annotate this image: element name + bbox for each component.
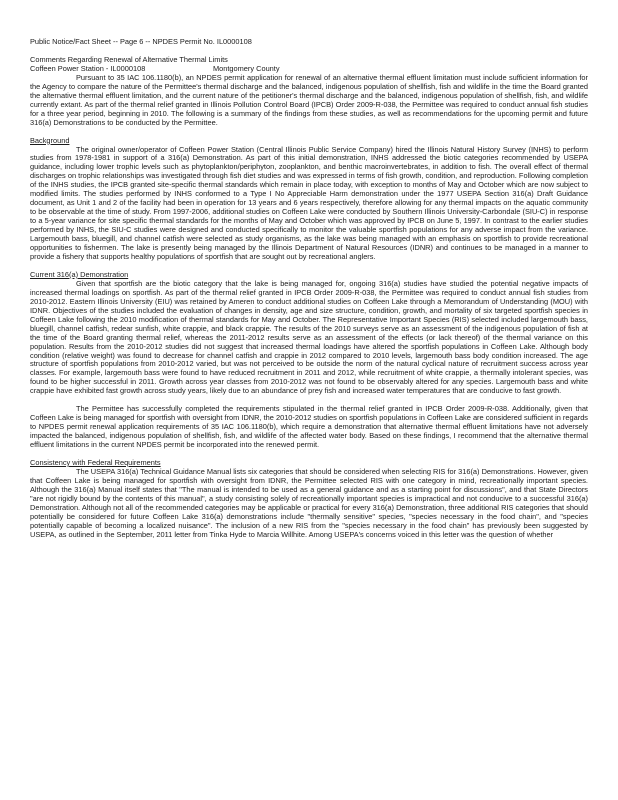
recommendation-paragraph: The Permittee has successfully completed the requirements stipulated in the thermal relief granted in IPCB Order 2009-R-038. Additionally, given that Coffeen Lake is being managed for sportfish with oversight from IDNR, the 2010-2012 studies on sportfish populations in Coffeen Lake are considered sufficient in regards to NPDES permit renewal application requirements of 35 IAC 106.1180(b), which require a demonstration that alternative thermal effluent limitations have not adversely impacted the balanced, indigenous population of shellfish, fish, and wildlife of the affected water body. Based on these findings, I recommend that the alternative thermal effluent limitations in the current NPDES permit be incorporated into the renewed permit. (30, 404, 588, 450)
federal-consistency-heading: Consistency with Federal Requirements (30, 458, 161, 468)
federal-consistency-paragraph: The USEPA 316(a) Technical Guidance Manual lists six categories that should be considered when selecting RIS for 316(a) Demonstrations. However, given that Coffeen Lake is being managed for sportfish with oversight from IDNR, the Permittee selected RIS with one category in mind, recreationally important species. Although the 316(a) Manual itself states that "The manual is intended to be used as a general guidance and as a starting point for discussions", and that State Directors "are not rigidly bound by the contents of this manual", a study consisting solely of recreationally important species is impractical and not conducive to a successful 316(a) Demonstration. Although not all of the recommended categories may be applicable or practical for every 316(a) Demonstration, three additional RIS categories that should potentially be considered for future Coffeen Lake 316(a) demonstrations include "thermally sensitive" species, "species necessary in the food chain", and "species potentially capable of becoming a localized nuisance". The inclusion of a new RIS from the "species necessary in the food chain" has previously been suggested by USEPA, as outlined in the September, 2011 letter from Tinka Hyde to Marcia Willhite. Among USEPA's concerns voiced in this letter was the question of whether (30, 466, 588, 539)
facility-name: Coffeen Power Station - IL0000108 (30, 63, 146, 73)
current-demonstration-paragraph: Given that sportfish are the biotic category that the lake is being managed for, ongoing 316(a) studies have studied the potential negative impacts of increased thermal loadings on sportfish. As part of the thermal relief granted in IPCB Order 2009-R-038, the Permittee was required to conduct annual fish studies from 2010-2012. Eastern Illinois University (EIU) was retained by Ameren to conduct additional studies on Coffeen Lake through a Memorandum of Understanding (MOU) with IDNR. Objectives of the studies included the evaluation of changes in density, age and size structure, condition, growth, and mortality of six targeted sportfish species in Coffeen Lake following the 2010 modification of thermal standards for May and October. The Representative Important Species (RIS) selected included largemouth bass, bluegill, channel catfish, redear sunfish, white crappie, and black crappie. The results of the 2010 surveys serve as an assessment of the indigenous population of fish at the time of the Board granting thermal relief, whereas the 2011-2012 results serve as an assessment of the effects (or lack thereof) of the thermal variance on this population. Results from the 2010-2012 studies did not suggest that increased thermal loadings have altered the sportfish populations in Coffeen Lake. Although body condition (relative weight) was found to decrease for channel catfish and crappie in 2012 compared to 2010 levels, largemouth bass body condition increased. The age structure of sportfish populations from 2010-2012 varied, but was not perceived to be outside the norm of the natural cyclical nature of recruitment success across year classes. For example, largemouth bass were found to have reduced recruitment in 2011 and 2012, while recruitment of white crappie, a thermally intolerant species, was found to be higher successful in 2011. Growth across year classes from 2010-2012 was not found to be observably altered for any species. Largemouth bass and white crappie have exhibited fast growth across study years, likely due to an abundance of prey fish and increased water temperatures that are conducive to fast growth. (30, 278, 588, 396)
background-paragraph: The original owner/operator of Coffeen Power Station (Central Illinois Public Service Company) hired the Illinois Natural History Survey (INHS) to perform studies from 1978-1981 in support of a 316(a) Demonstration. As part of this initial demonstration, INHS addressed the biotic categories recommended by USEPA guidance, including lower trophic levels such as phytoplankton/periphyton, zooplankton, and benthic macroinvertebrates, in addition to fish. The overall effect of thermal discharges on trophic relationships was investigated through fish diet studies and was expressed in terms of fish growth, condition, and reproduction. Following completion of the INHS studies, the IPCB granted site-specific thermal standards which remain in place today, with exception to months of May and October which are now subject to modified limits. The studies performed by INHS conformed to a Type I No Appreciable Harm demonstration under the 1977 USEPA Section 316(a) Draft Guidance document, as Unit 1 and 2 of the facility had been in operation for 13 years and 6 years respectively, therefore allowing for any thermal impacts on the aquatic community to be observable at the time of study. From 1997-2006, additional studies on Coffeen Lake were conducted by Southern Illinois University-Carbondale (SIU-C) in response to a 5-year variance for site specific thermal standards for the months of May and October which was approved by IPCB on June 5, 1997. In contrast to the earlier studies performed by INHS, the SIU-C studies were designed and conducted specifically to monitor the valuable sportfish populations for any adverse impact from the variance. Largemouth bass, bluegill, and channel catfish were selected as study organisms, as the lake was being managed with an emphasis on sportfish to provide recreational opportunities to fishermen. The lake is presently being managed by the Illinois Department of Natural Resources (IDNR) and continues to be managed in a manner to provide a fishery that supports healthy populations of sportfish that are sought out by recreational anglers. (30, 144, 588, 261)
page-header: Public Notice/Fact Sheet -- Page 6 -- NPDES Permit No. IL0000108 (30, 37, 252, 46)
background-heading: Background (30, 135, 70, 145)
intro-paragraph: Pursuant to 35 IAC 106.1180(b), an NPDES permit application for renewal of an alternative thermal effluent limitation must include sufficient information for the Agency to compare the nature of the Permittee's thermal discharge and the balanced, indigenous population of shellfish, fish and wildlife in the time the Board granted the alternative thermal effluent limitation, and the current nature of the petitioner's thermal discharge and the balanced, indigenous population of shellfish, fish, and wildlife currently extant. As part of the thermal relief granted in Illinois Pollution Control Board (IPCB) Order 2009-R-038, the Permittee was required to conduct annual fish studies for a three year period, beginning in 2010. The following is a summary of the findings from these studies, as well as recommendations for the upcoming permit and future 316(a) Demonstrations to be conducted by the Permittee. (30, 72, 588, 127)
county-name: Montgomery County (213, 63, 280, 73)
current-demonstration-heading: Current 316(a) Demonstration (30, 269, 129, 279)
subject-line: Comments Regarding Renewal of Alternative Thermal Limits (30, 54, 228, 64)
